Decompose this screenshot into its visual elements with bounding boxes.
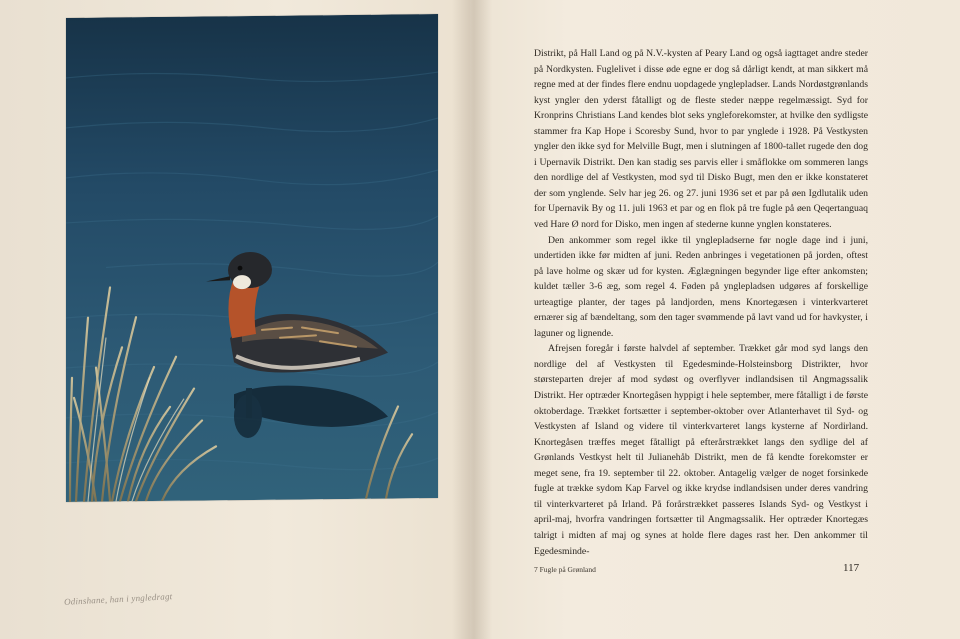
paragraph: Afrejsen foregår i første halvdel af september. Trækket går mod syd langs den nordlige del af Vestkysten til Egedesminde-Holsteinsborg Distrikter, hvor størsteparten drejer af mod sydøst og overflyver indlandsisen til Angmagssalik Distrikt. Her optræder Knortegåsen hyppigt i hele september, mere fåtalligt i de første oktoberdage. Trækket fortsætter i september-oktober over Atlanterhavet til Syd- og Vestkysten af Island og videre til vinterkvarteret langs kysterne af Nordirland. Knortegåsen træffes meget fåtalligt på efterårstrækket langs den sydlige del af Grønlands Vestkyst helt til Julianehåb Distrikt, men de få kendte forekomster er meget sene, fra 19. september til 22. oktober. Antagelig vælger de noget forsinkede fugle at trække sydom Kap Farvel og ikke krydse indlandsisen under deres vandring til vinterkvarteret på Irland. På forårstrækket passeres Islands Syd- og Vestkyst i april-maj, hvorfra vandringen fortsætter til Angmagssalik. Her optræder Knortegæs talrigt i midten af maj og synes at holde flere dages rast her. Den ankommer til Egedesminde- (534, 343, 868, 557)
left-page (0, 0, 470, 639)
paragraph: Den ankommer som regel ikke til ynglepladserne før nogle dage ind i juni, undertiden ikke før midten af juni. Reden anbringes i vegetationen på jorden, oftest på lave holme og skær ud for kysten. Æglægningen begynder lige efter ankomsten; kuldet tæller 3-6 æg, som regel 4. Føden på ynglepladsen udgøres af forskellige urteagtige planter, der tages på landjorden, mens Knortegæsen i vinterkvarteret ernærer sig af bændeltang, som den tager svømmende på lavt vand ud for havkyster, i laguner og lignende. (534, 234, 868, 339)
body-text (534, 46, 868, 559)
bird-photo (66, 14, 438, 502)
red-necked-phalarope-photo-icon (66, 14, 438, 502)
photo-caption: Odinshane, han i yngledragt (63, 591, 173, 607)
book-gutter (452, 0, 492, 639)
signature-mark: 7 Fugle på Grønland (534, 565, 596, 574)
paragraph: Distrikt, på Hall Land og på N.V.-kysten af Peary Land og også iagttaget andre steder på Nordkysten. Fuglelivet i disse øde egne er dog så dårligt kendt, at man sikkert må regne med at der findes flere endnu uopdagede ynglepladser. Lands Nordøstgrønlands kyst yngler den yderst fåtalligt og de fleste steder næppe regelmæssigt. Syd for Kronprins Christians Land kendes blot seks yngleforekomster, at hvilke den sydligste stammer fra Kap Hope i Scoresby Sund, hvor to par ynglede i 1928. På Vestkysten yngler den ikke syd for Melville Bugt, men i slutningen af 1800-tallet rugede den dog i Upernavik Distrikt. Den kan stadig ses parvis eller i småflokke om sommeren langs den nordlige del af Vestkysten, mod syd til Disko Bugt, men den er ikke konstateret der som ynglende. Selv har jeg 26. og 27. juni 1936 set et par på øen Igdlutalik uden for Upernavik By og 11. juli 1963 et par og en flok på tre fugle på øen Qeqertanguaq ved Hare Ø nord for Disko, men ingen af stederne kunne ynglen konstateres. (534, 48, 868, 231)
page-number: 117 (843, 562, 860, 574)
